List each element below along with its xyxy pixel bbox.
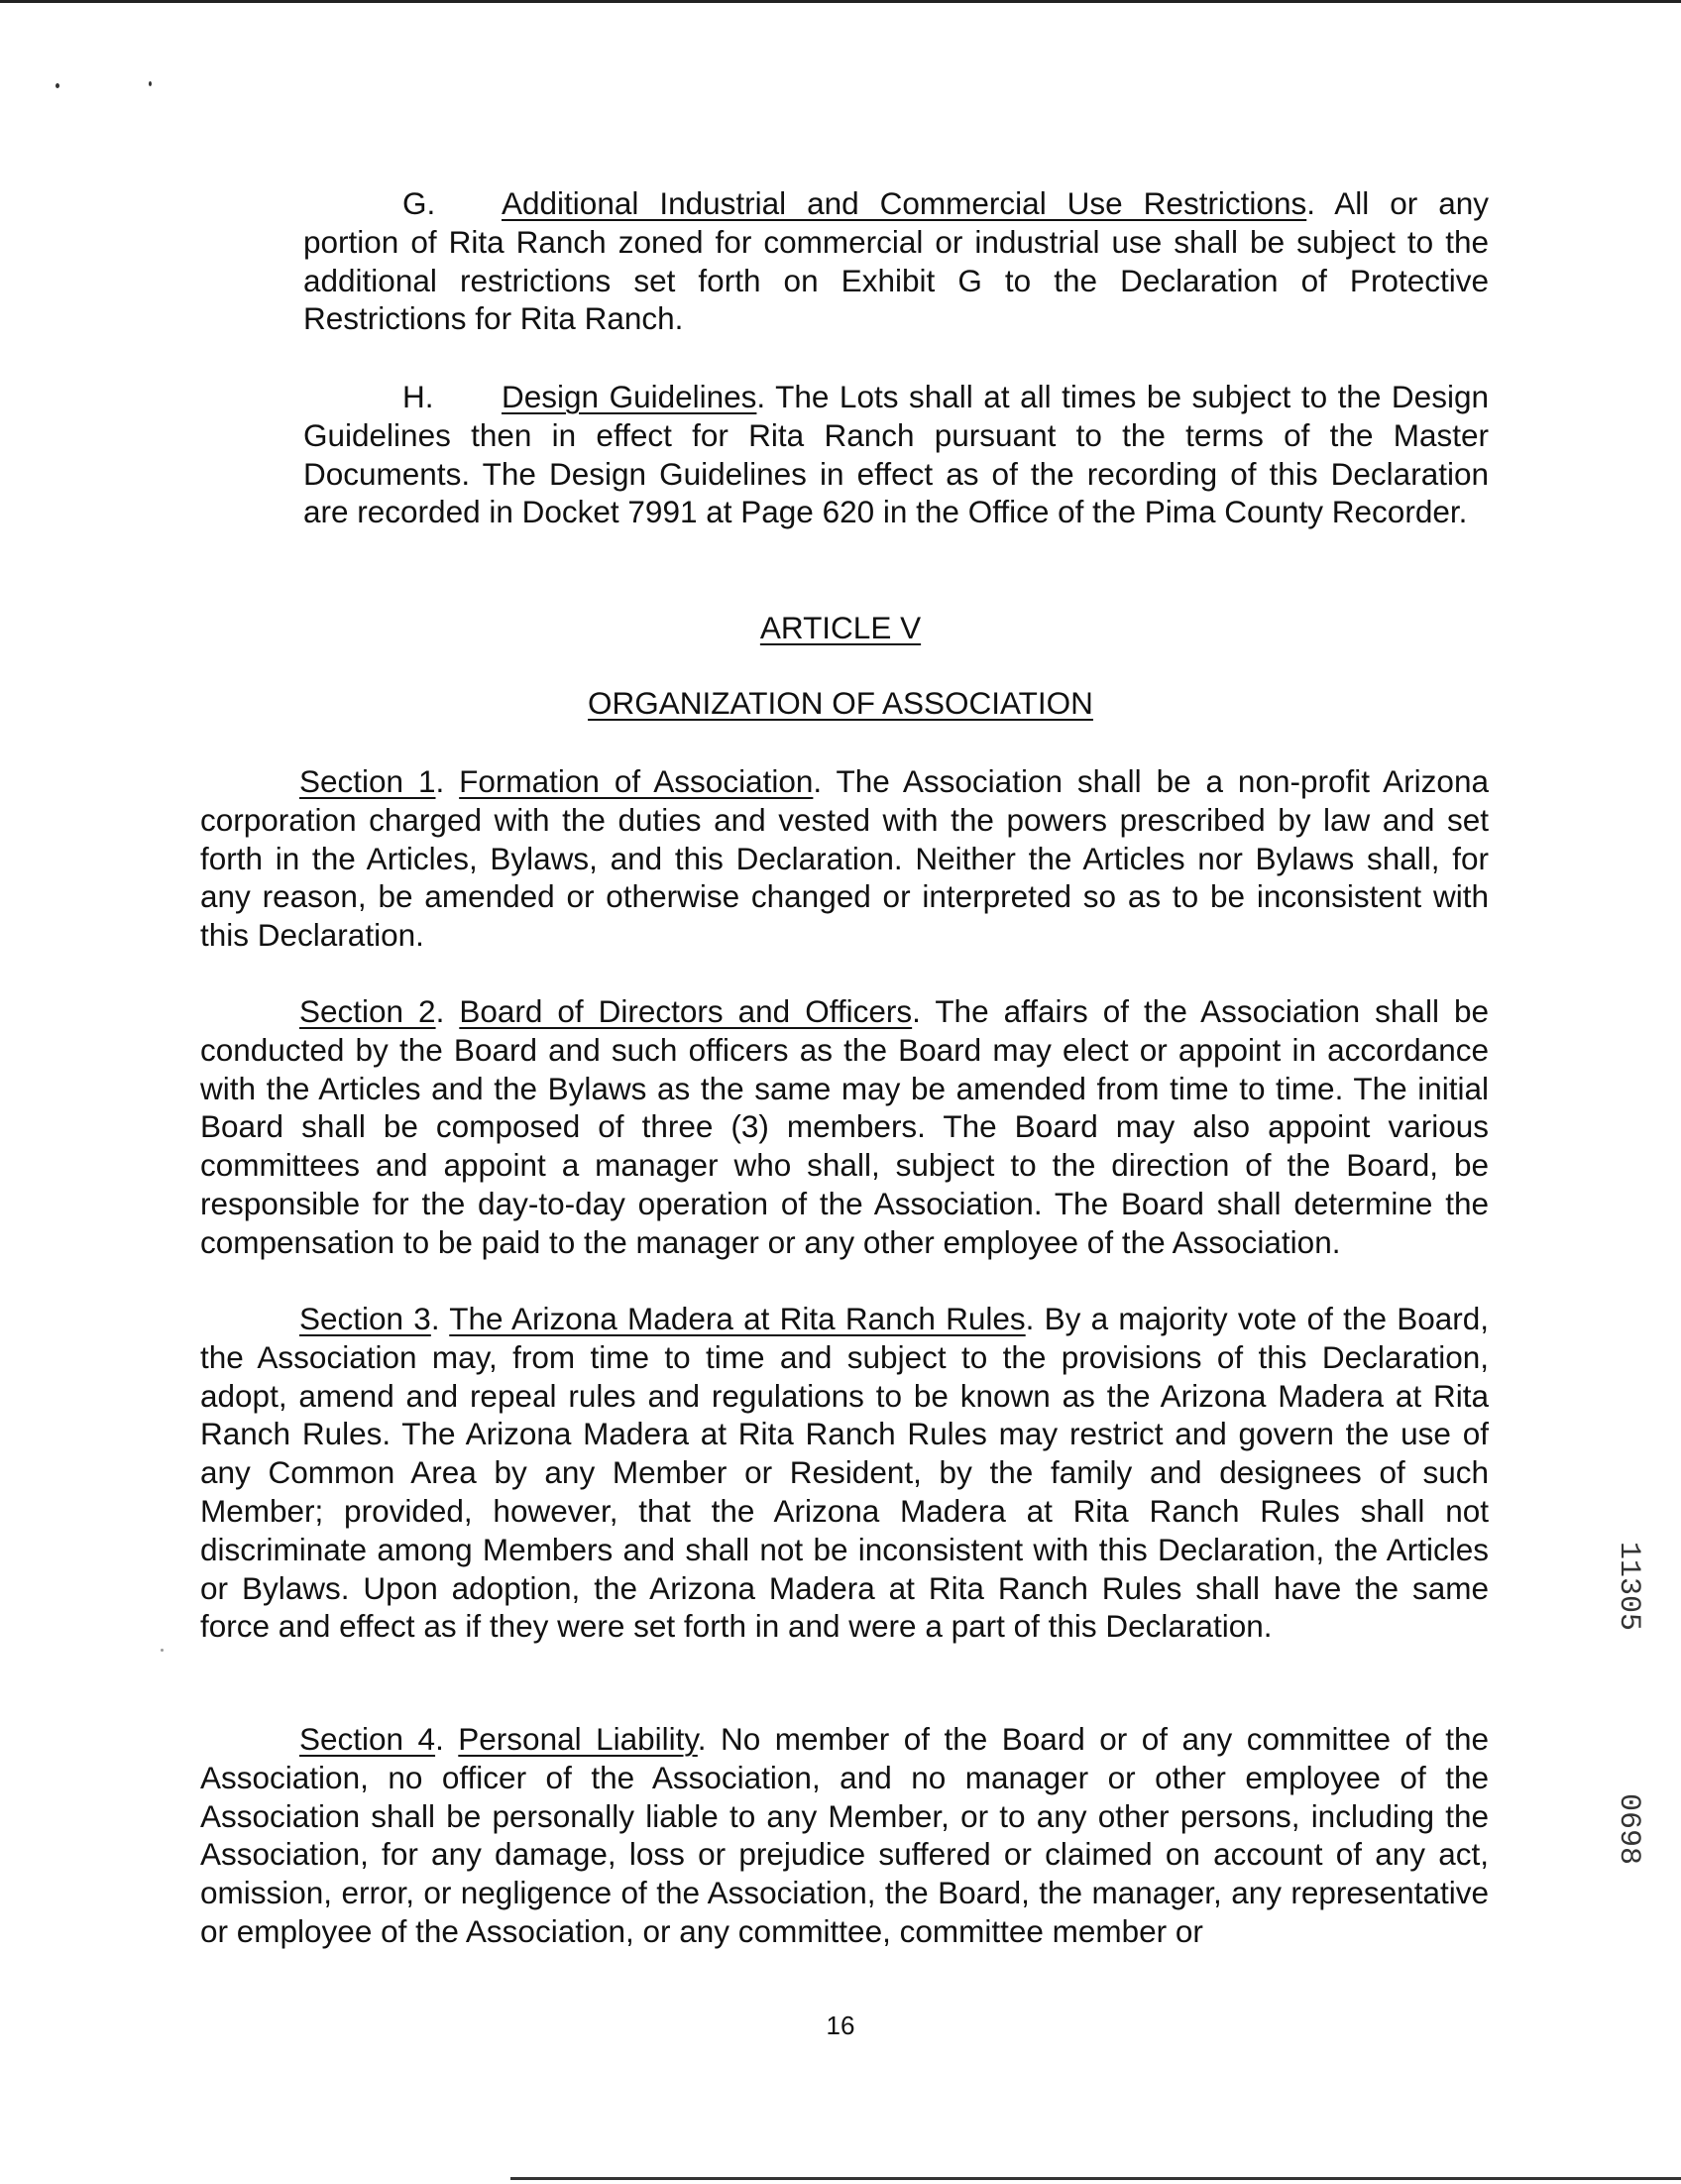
paragraph-heading: Design Guidelines — [502, 379, 757, 414]
docket-stamp-top: 11305 — [1612, 1541, 1645, 1631]
paragraph-letter: H. — [402, 379, 434, 414]
section-label: Section 1 — [299, 763, 436, 799]
section-body: . The affairs of the Association shall be conducted by the Board and such officers as the Board may elect or appoint in accordance with the Articles and the Bylaws as the same may be amended from time to time. The initial Board shall be composed of three (3) members. The Board may also appoint various committees and appoint a manager who shall, subject to the direction of the Board, be responsible for the day-to-day operation of the Association. The Board shall determine the compensation to be paid to the manager or any other employee of the Association. — [200, 993, 1489, 1260]
article-number: ARTICLE V — [759, 610, 922, 645]
paragraph-g — [303, 184, 1489, 338]
section-heading: Personal Liability — [458, 1721, 698, 1757]
section-2: Section 2. Board of Directors and Officers. The affairs of the Association shall be conducted by the Board and such officers as the Board may elect or appoint in accordance with the Articles and the Bylaws as the same may be amended from time to time. The initial Board shall be composed of three (3) members. The Board may also appoint various committees and appoint a manager who shall, subject to the direction of the Board, be responsible for the day-to-day operation of the Association. The Board shall determine the compensation to be paid to the manager or any other employee of the Association. — [200, 993, 1489, 1260]
page-number: 16 — [826, 2011, 855, 2040]
page-top-edge — [0, 0, 1681, 3]
paragraph-heading: Additional Industrial and Commercial Use Restrictions — [502, 185, 1307, 221]
section-heading: Formation of Association — [459, 763, 814, 799]
section-3: Section 3. The Arizona Madera at Rita Ranch Rules. By a majority vote of the Board, the Association may, from time to time and subject to the provisions of this Declaration, adopt, amend and repeal rules and regulations to be known as the Arizona Madera at Rita Ranch Rules. The Arizona Madera at Rita Ranch Rules may restrict and govern the use of any Common Area by any Member or Resident, by the family and designees of such Member; provided, however, that the Arizona Madera at Rita Ranch Rules shall not discriminate among Members and shall not be inconsistent with this Declaration, the Articles or Bylaws. Upon adoption, the Arizona Madera at Rita Ranch Rules shall have the same force and effect as if they were set forth in and were a part of this Declaration. — [200, 1301, 1489, 1645]
docket-stamp-bottom: 0698 — [1612, 1792, 1645, 1865]
paragraph-letter: G. — [402, 185, 436, 221]
section-heading: Board of Directors and Officers — [459, 993, 913, 1029]
section-body: . By a majority vote of the Board, the Association may, from time to time and subject to the provisions of this Declaration, adopt, amend and repeal rules and regulations to be known as the Arizona Madera at Rita Ranch Rules. The Arizona Madera at Rita Ranch Rules may restrict and govern the use of any Common Area by any Member or Resident, by the family and designees of such Member; provided, however, that the Arizona Madera at Rita Ranch Rules shall not discriminate among Members and shall not be inconsistent with this Declaration, the Articles or Bylaws. Upon adoption, the Arizona Madera at Rita Ranch Rules shall have the same force and effect as if they were set forth in and were a part of this Declaration. — [200, 1301, 1489, 1645]
paragraph-body: . The Lots shall at all times be subject to the Design Guidelines then in effect for Rita Ranch pursuant to the terms of the Master Documents. The Design Guidelines in effect as of the recording of this Declaration are recorded in Docket 7991 at Page 620 in the Office of the Pima County Recorder. — [303, 379, 1489, 530]
scan-speck — [149, 81, 152, 86]
paragraph-body: . All or any portion of Rita Ranch zoned for commercial or industrial use shall be subject to the additional restrictions set forth on Exhibit G to the Declaration of Protective Restrictions for Rita Ranch. — [303, 185, 1489, 337]
section-label: Section 4 — [299, 1721, 436, 1757]
page-bottom-edge — [510, 2177, 1681, 2180]
section-body: . No member of the Board or of any committee of the Association, no officer of the Association, and no manager or other employee of the Association shall be personally liable to any Member, or to any other persons, including the Association, for any damage, loss or prejudice suffered or claimed on account of any act, omission, error, or negligence of the Association, the Board, the manager, any representative or employee of the Association, or any committee, committee member or — [200, 1721, 1489, 1949]
section-label: Section 2 — [299, 993, 436, 1029]
paragraph-h — [303, 378, 1489, 531]
section-1: Section 1. Formation of Association. The Association shall be a non-profit Arizona corporation charged with the duties and vested with the powers prescribed by law and set forth in the Articles, Bylaws, and this Declaration. Neither the Articles nor Bylaws shall, for any reason, be amended or otherwise changed or interpreted so as to be inconsistent with this Declaration. — [200, 763, 1489, 954]
section-label: Section 3 — [299, 1301, 431, 1336]
scan-speck — [56, 83, 59, 88]
section-4: Section 4. Personal Liability. No member of the Board or of any committee of the Association, no officer of the Association, and no manager or other employee of the Association shall be personally liable to any Member, or to any other persons, including the Association, for any damage, loss or prejudice suffered or claimed on account of any act, omission, error, or negligence of the Association, the Board, the manager, any representative or employee of the Association, or any committee, committee member or — [200, 1721, 1489, 1949]
section-body: . The Association shall be a non-profit Arizona corporation charged with the duties and vested with the powers prescribed by law and set forth in the Articles, Bylaws, and this Declaration. Neither the Articles nor Bylaws shall, for any reason, be amended or otherwise changed or interpreted so as to be inconsistent with this Declaration. — [200, 763, 1489, 954]
article-title: ORGANIZATION OF ASSOCIATION — [588, 685, 1093, 721]
section-heading: The Arizona Madera at Rita Ranch Rules — [449, 1301, 1026, 1336]
scan-speck — [161, 1649, 164, 1652]
